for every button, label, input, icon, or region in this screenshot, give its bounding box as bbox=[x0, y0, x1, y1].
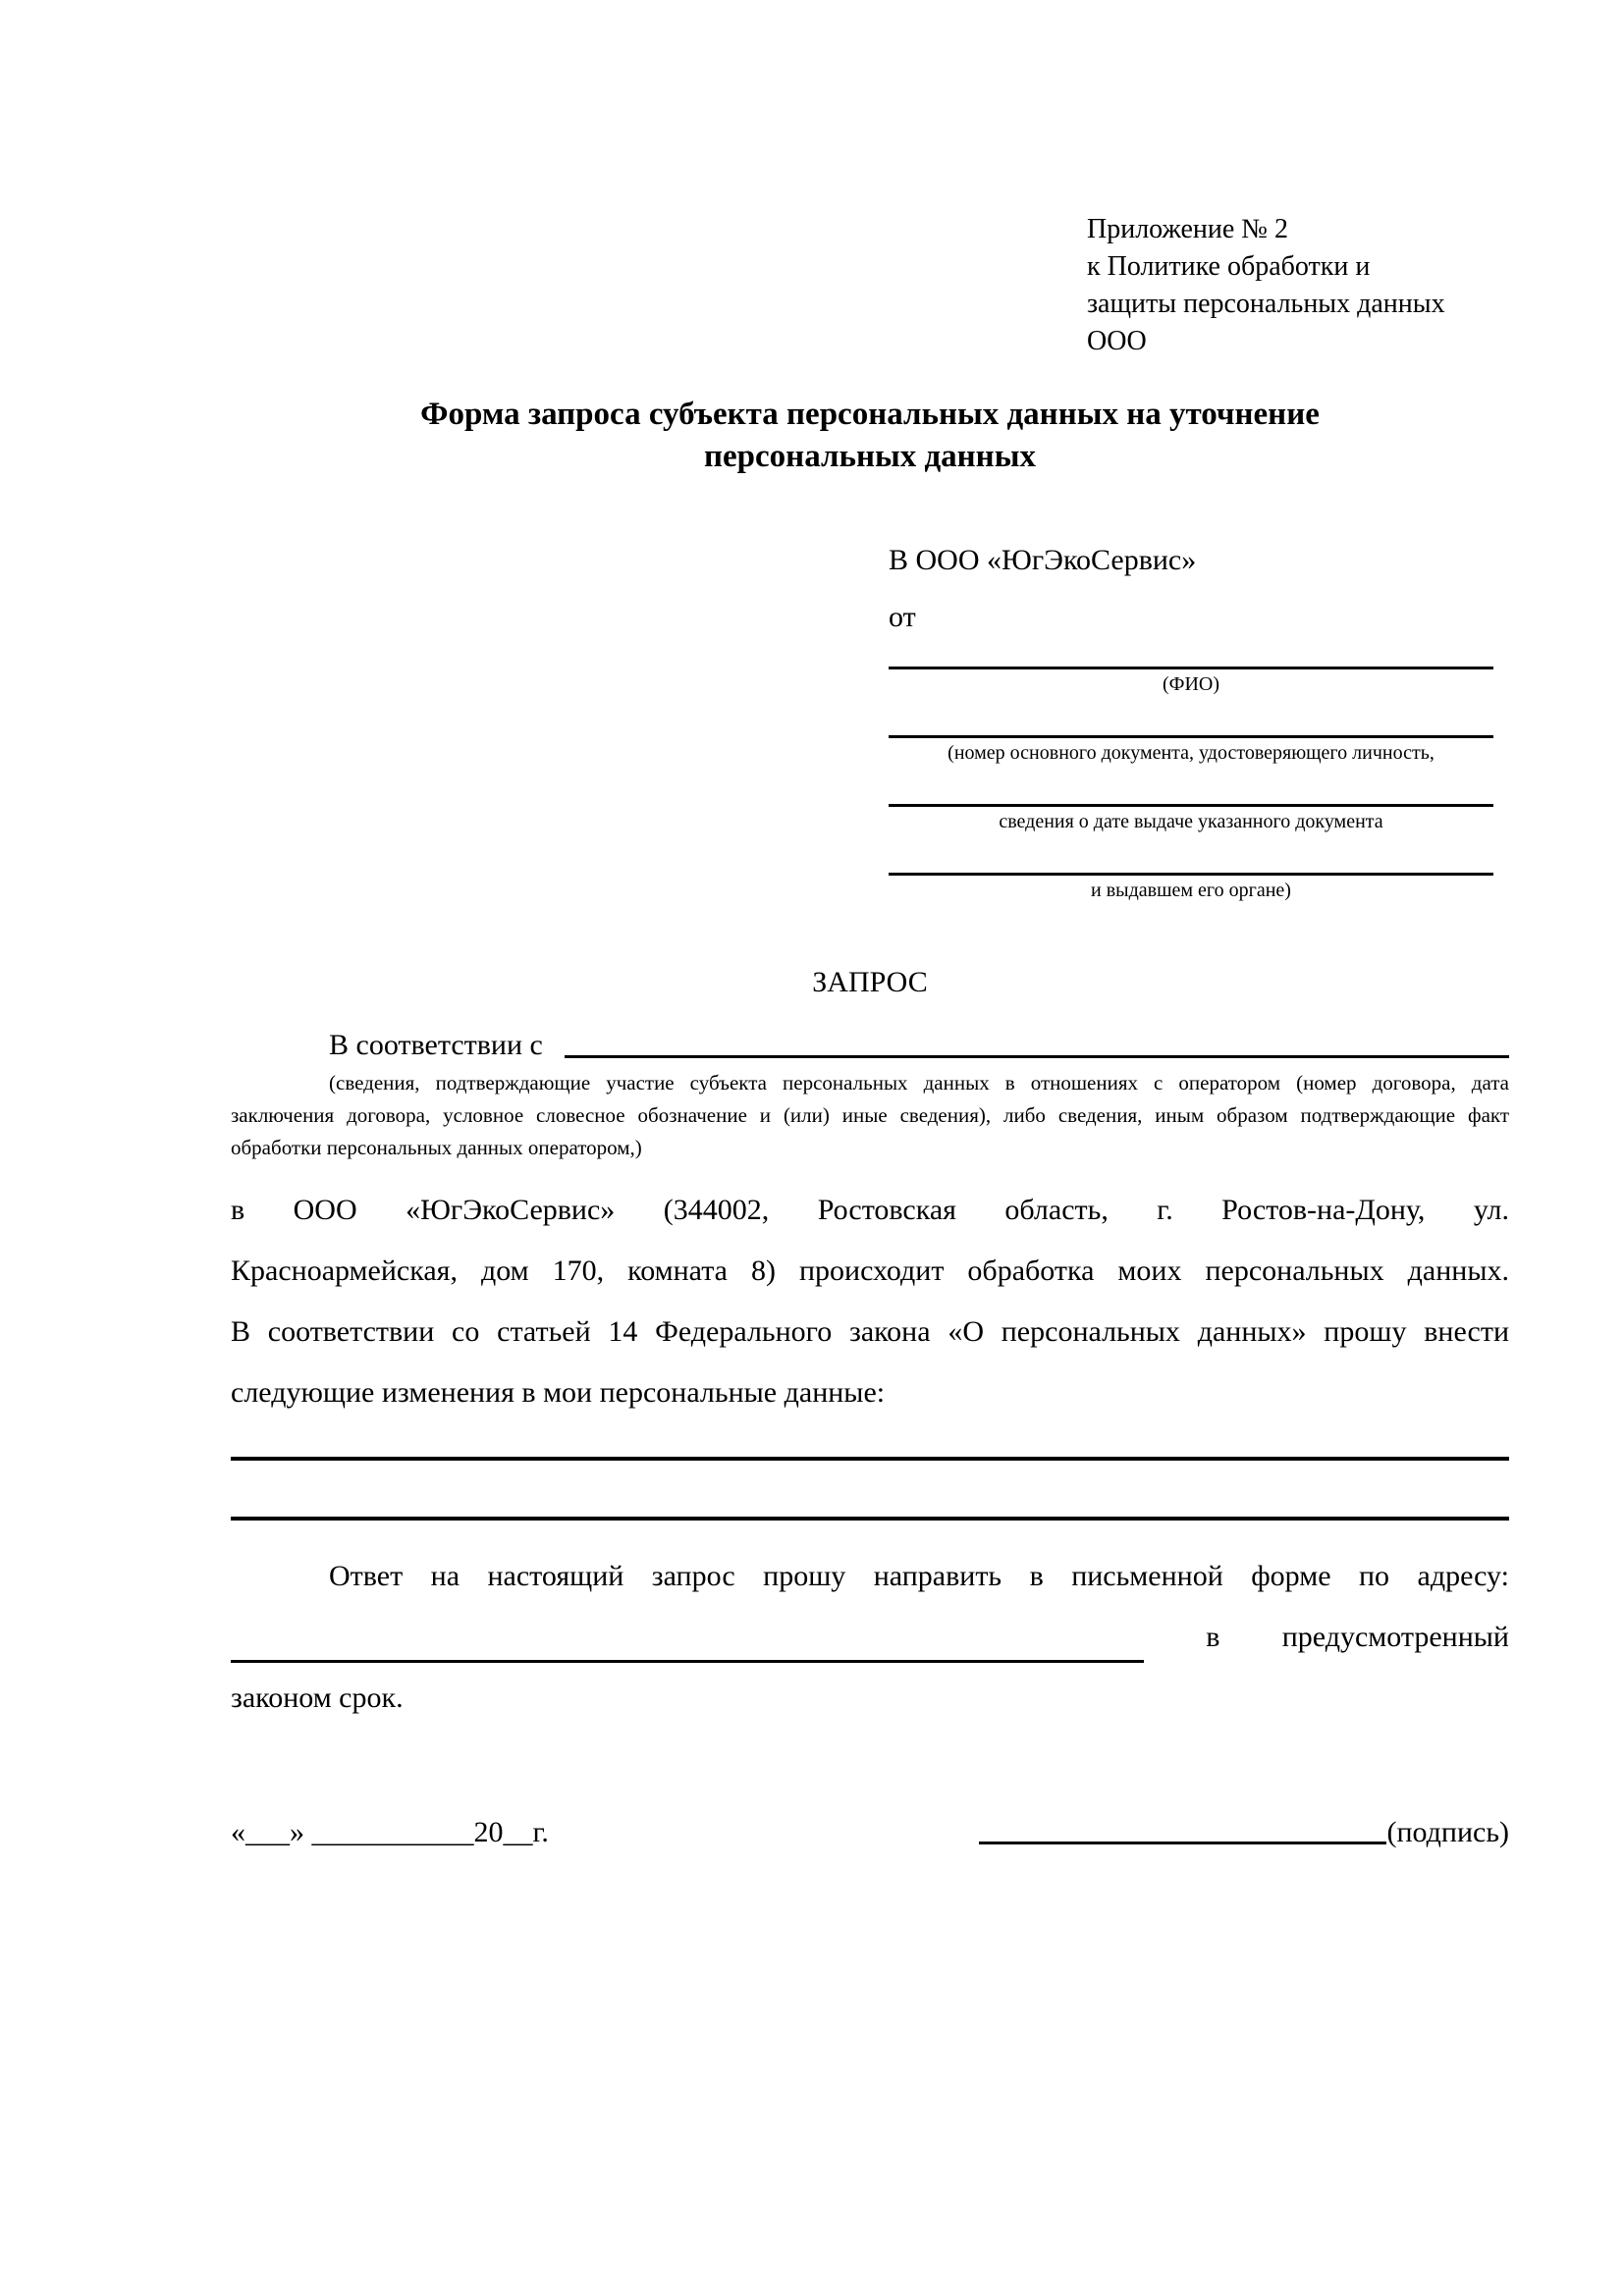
issue-date-caption: сведения о дате выдаче указанного документа bbox=[999, 811, 1383, 832]
doc-number-caption: (номер основного документа, удостоверяющего личность, bbox=[947, 742, 1435, 764]
appendix-line: к Политике обработки и bbox=[1087, 251, 1371, 282]
body-paragraph bbox=[231, 1180, 1509, 1423]
reply-address-row bbox=[231, 1607, 1509, 1668]
issuer-caption: и выдавшем его органе) bbox=[1091, 880, 1291, 901]
document-title-line: Форма запроса субъекта персональных данных на уточнение bbox=[420, 397, 1320, 432]
body-line: в ООО «ЮгЭкоСервис» (344002, Ростовская область, г. Ростов-на-Дону, ул. bbox=[231, 1194, 1509, 1226]
date-field: «___» ___________20__г. bbox=[231, 1815, 549, 1848]
doc-number-fill-line bbox=[889, 735, 1493, 738]
appendix-line: Приложение № 2 bbox=[1087, 214, 1288, 244]
appendix-note bbox=[1087, 211, 1509, 360]
document-title-line: персональных данных bbox=[704, 439, 1036, 474]
request-heading: ЗАПРОС bbox=[812, 966, 928, 998]
document-title bbox=[231, 394, 1509, 478]
body-line: следующие изменения в мои персональные данные: bbox=[231, 1376, 886, 1409]
smallprint-line: (сведения, подтверждающие участие субъекта персональных данных в отношениях с оператором (номер договора, дата bbox=[329, 1071, 1509, 1095]
fio-caption: (ФИО) bbox=[1162, 673, 1219, 695]
signature-fill-line bbox=[979, 1842, 1386, 1844]
smallprint-line: обработки персональных данных оператором,) bbox=[231, 1136, 642, 1159]
basis-prefix: В соответствии с bbox=[329, 1028, 543, 1061]
reply-paragraph bbox=[231, 1546, 1509, 1729]
appendix-line: защиты персональных данных bbox=[1087, 289, 1445, 319]
organization-name: В ООО «ЮгЭкоСервис» bbox=[889, 544, 1197, 576]
reply-line: законом срок. bbox=[231, 1682, 404, 1714]
reply-word: в bbox=[1206, 1621, 1220, 1653]
footer-row bbox=[231, 1807, 1509, 1850]
appendix-line: ООО bbox=[1087, 326, 1147, 356]
smallprint-note bbox=[231, 1067, 1509, 1164]
reply-word: предусмотренный bbox=[1281, 1621, 1509, 1653]
changes-fill-line-1 bbox=[231, 1457, 1509, 1461]
issuer-fill-line bbox=[889, 873, 1493, 876]
changes-fill-line-2 bbox=[231, 1517, 1509, 1521]
body-line: Красноармейская, дом 170, комната 8) происходит обработка моих персональных данных. bbox=[231, 1255, 1509, 1287]
signature-caption: (подпись) bbox=[1386, 1815, 1509, 1848]
addressee-block bbox=[889, 543, 1493, 902]
body-line: В соответствии со статьей 14 Федерального закона «О персональных данных» прошу внести bbox=[231, 1315, 1509, 1348]
address-fill-line bbox=[231, 1660, 1144, 1663]
from-label: от bbox=[889, 601, 916, 633]
reply-line: Ответ на настоящий запрос прошу направить в письменной форме по адресу: bbox=[329, 1560, 1509, 1592]
signature-group bbox=[979, 1814, 1509, 1851]
basis-row bbox=[231, 1024, 1509, 1063]
basis-fill-line bbox=[565, 1055, 1509, 1058]
issue-date-fill-line bbox=[889, 804, 1493, 807]
smallprint-line: заключения договора, условное словесное обозначение и (или) иные сведения), либо сведения, иным образом подтверждающие факт bbox=[231, 1103, 1509, 1127]
fio-fill-line bbox=[889, 667, 1493, 669]
